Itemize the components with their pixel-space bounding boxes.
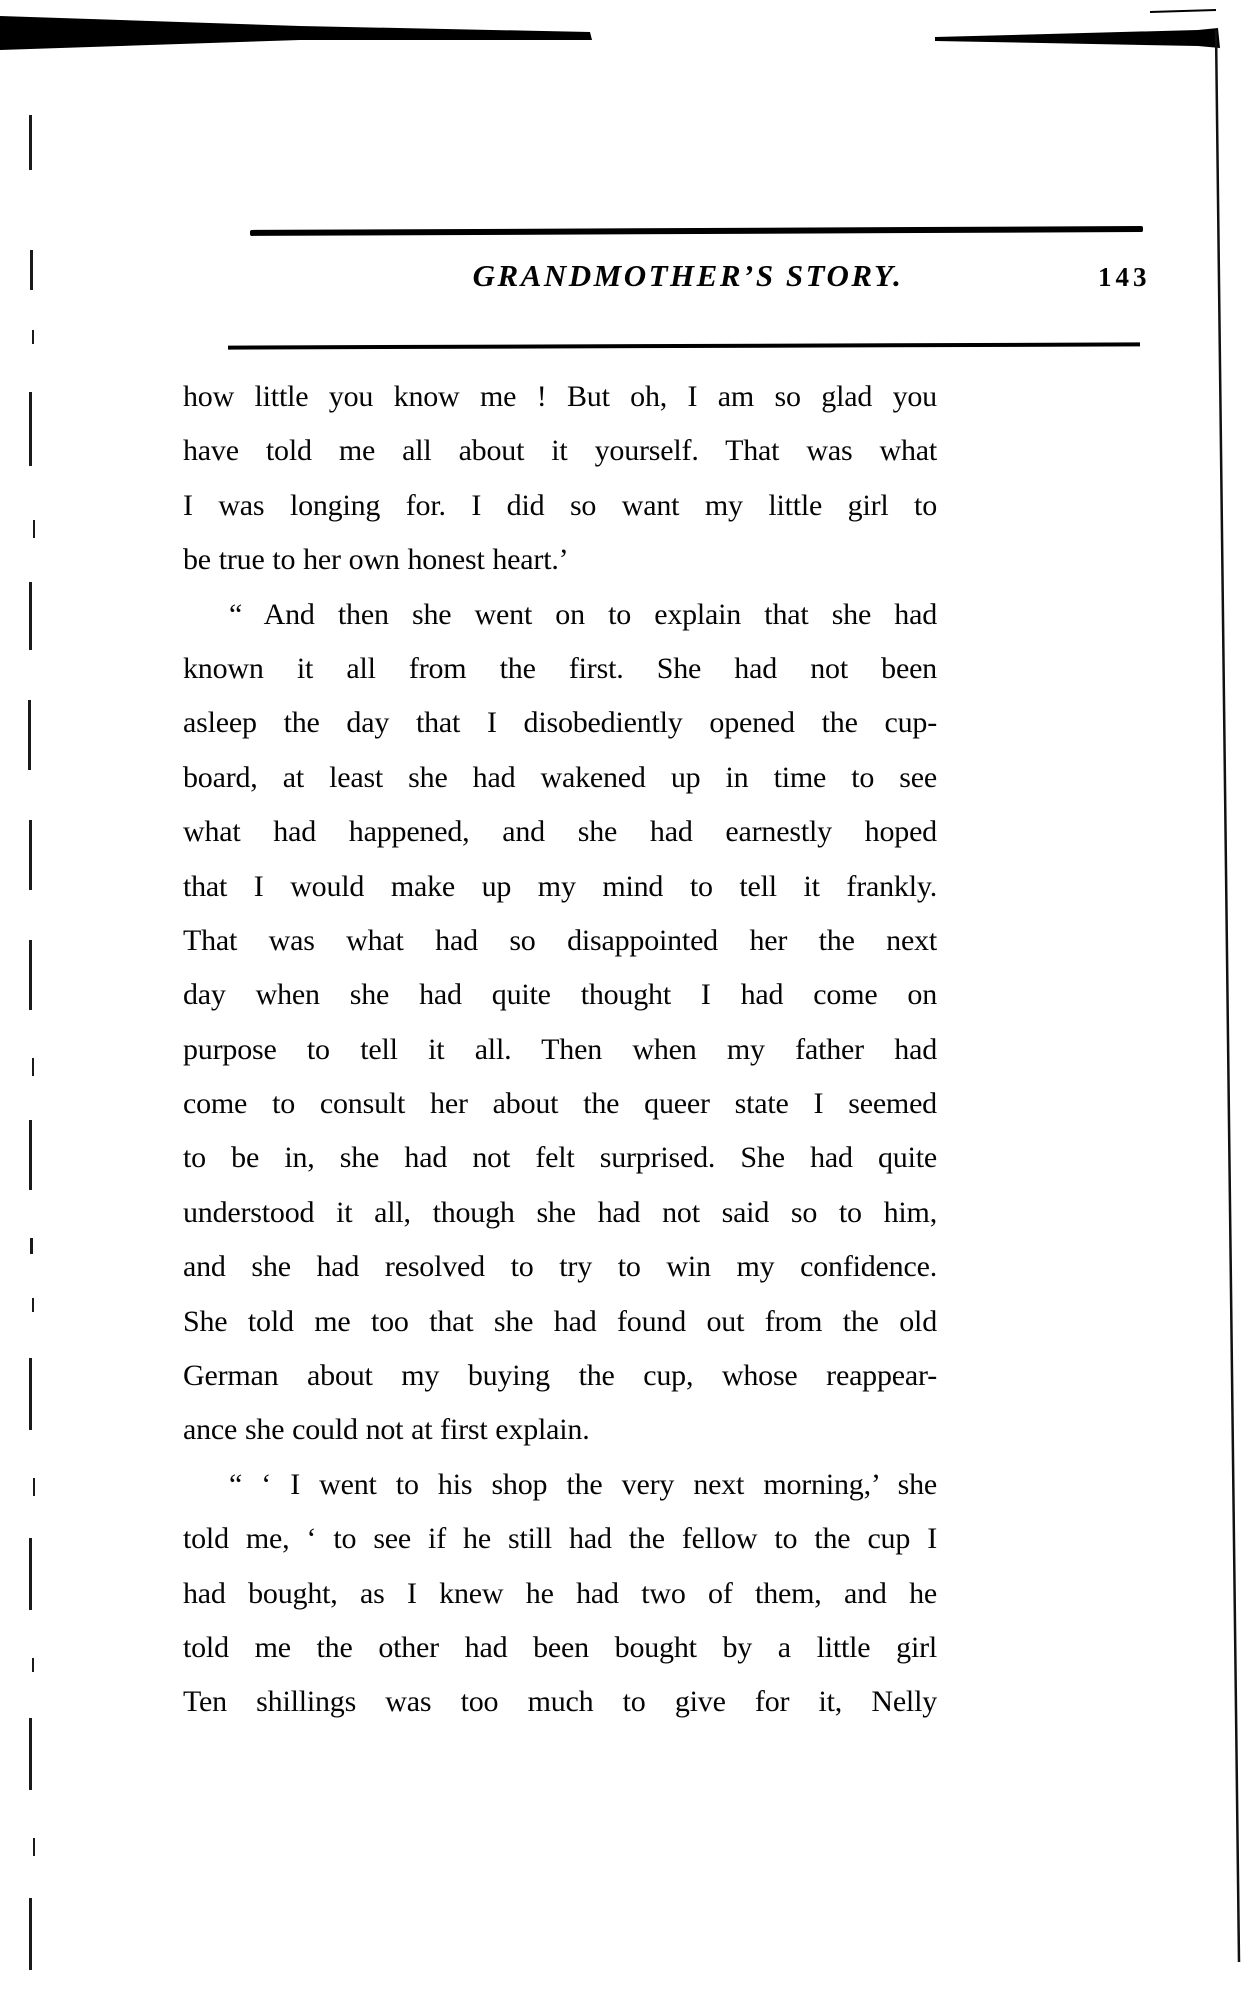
text-line: “ ‘ I went to his shop the very next morning,’ she — [229, 1467, 937, 1501]
text-line: told me the other had been bought by a little girl — [183, 1630, 937, 1664]
margin-marks — [28, 115, 35, 1970]
text-line: day when she had quite thought I had come on — [183, 978, 937, 1012]
header-rule-bottom — [228, 342, 1140, 349]
header-rule-top — [250, 226, 1143, 236]
text-line: purpose to tell it all. Then when my father had — [183, 1032, 937, 1066]
text-line: that I would make up my mind to tell it frankly. — [183, 869, 937, 903]
text-line: I was longing for. I did so want my little girl to — [183, 488, 937, 522]
text-line: That was what had so disappointed her the next — [183, 923, 937, 957]
text-line: told me, ‘ to see if he still had the fellow to the cup I — [183, 1522, 937, 1556]
text-line: come to consult her about the queer state I seemed — [183, 1087, 937, 1121]
page-text — [183, 370, 937, 1730]
text-line: understood it all, though she had not said so to him, — [183, 1195, 937, 1229]
top-edge-smudge — [0, 16, 592, 50]
text-line: asleep the day that I disobediently opened the cup- — [183, 706, 937, 740]
text-line: be true to her own honest heart.’ — [183, 543, 569, 577]
text-line: to be in, she had not felt surprised. She had quite — [183, 1141, 937, 1175]
text-line: board, at least she had wakened up in time to see — [183, 760, 937, 794]
text-line: “ And then she went on to explain that she had — [229, 597, 937, 631]
running-head-title: GRANDMOTHER’S STORY. — [472, 258, 904, 293]
text-line: Ten shillings was too much to give for it, Nelly — [183, 1685, 937, 1719]
top-right-hairline — [1150, 10, 1216, 12]
text-line: had bought, as I knew he had two of them, and he — [183, 1576, 937, 1610]
text-line: ance she could not at first explain. — [183, 1413, 590, 1447]
text-line: how little you know me ! But oh, I am so glad you — [183, 380, 937, 413]
text-line: what had happened, and she had earnestly hoped — [183, 815, 937, 849]
text-line: known it all from the first. She had not been — [183, 651, 937, 685]
page-number: 143 — [1098, 262, 1151, 292]
text-line: and she had resolved to try to win my confidence. — [183, 1250, 937, 1284]
text-line: have told me all about it yourself. That was what — [183, 434, 937, 468]
top-right-smudge — [935, 28, 1220, 48]
text-line: She told me too that she had found out from the old — [183, 1304, 937, 1338]
page-edge-line — [1216, 30, 1239, 1962]
text-line: German about my buying the cup, whose reappear- — [183, 1359, 937, 1393]
